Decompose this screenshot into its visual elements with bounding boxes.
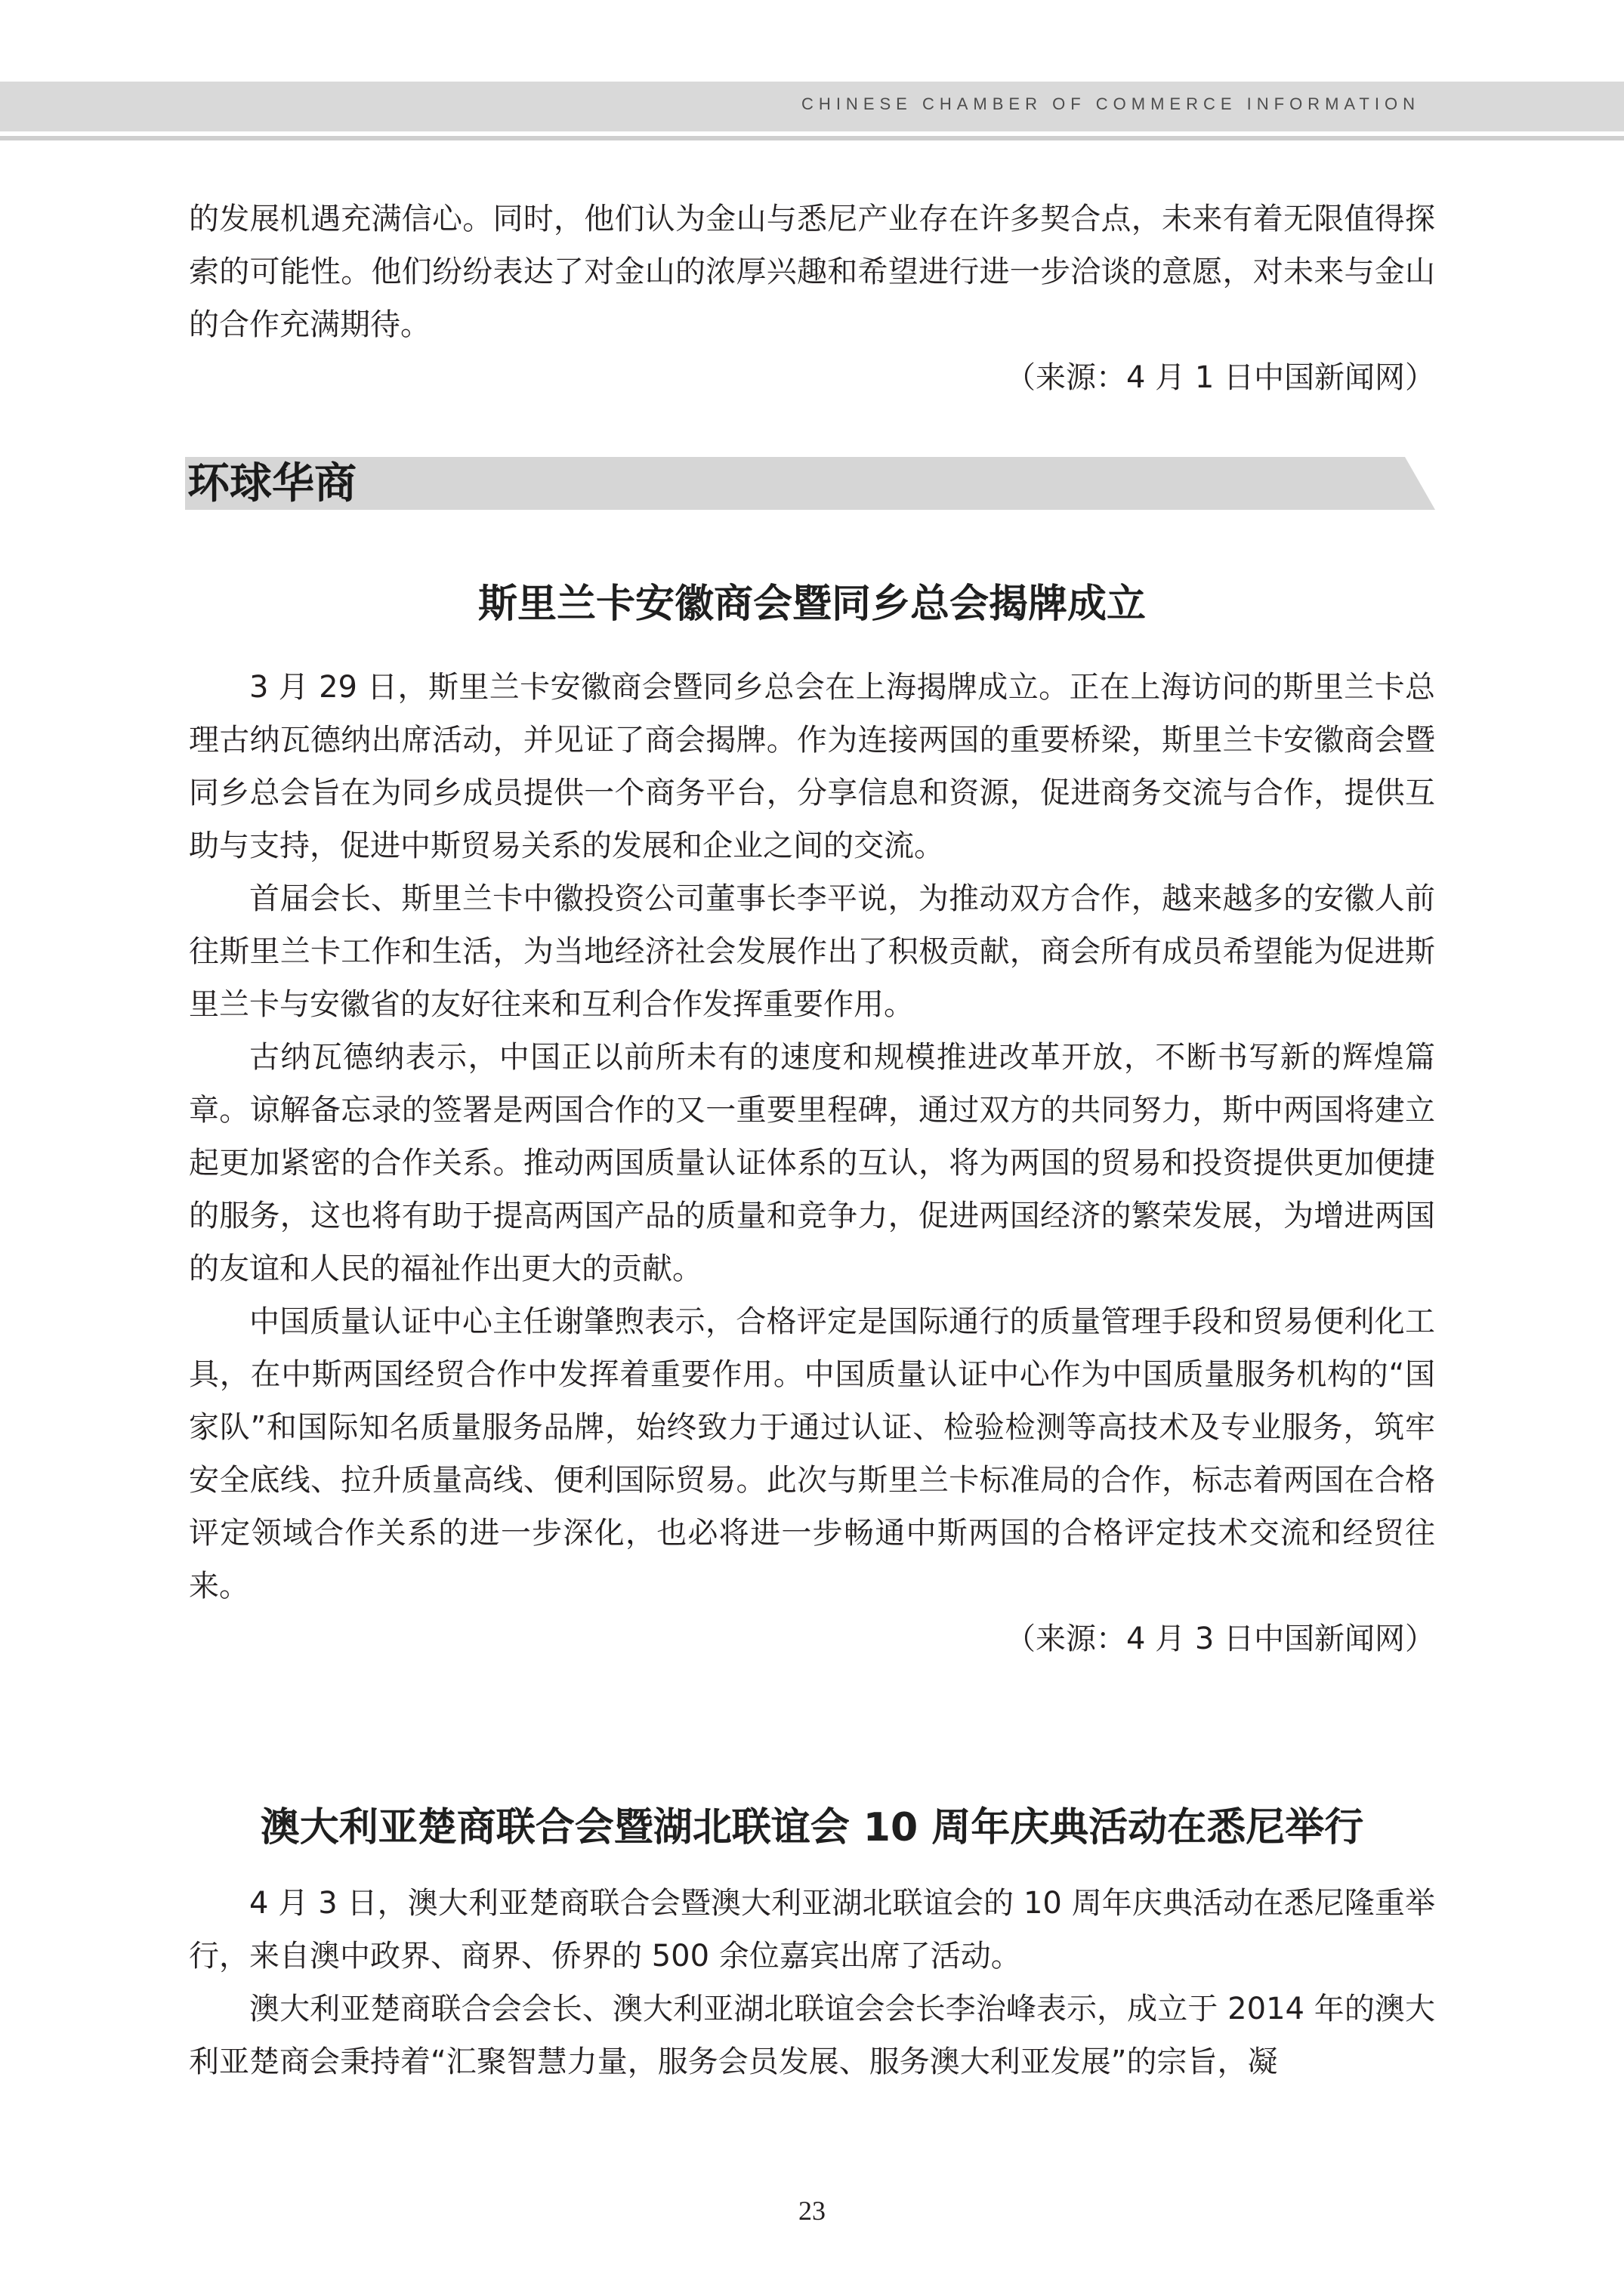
running-header: CHINESE CHAMBER OF COMMERCE INFORMATION (801, 94, 1420, 113)
body-paragraph: 首届会长、斯里兰卡中徽投资公司董事长李平说，为推动双方合作，越来越多的安徽人前往斯里兰卡工作和生活，为当地经济社会发展作出了积极贡献，商会所有成员希望能为促进斯里兰卡与安徽省的友好往来和互利合作发挥重要作用。 (189, 881, 1435, 1022)
article-title: 澳大利亚楚商联合会暨湖北联谊会 10 周年庆典活动在悉尼举行 (260, 1805, 1364, 1850)
article-body (189, 661, 1435, 1665)
section-title: 环球华商 (187, 458, 357, 508)
header-divider (0, 136, 1624, 140)
article-title: 斯里兰卡安徽商会暨同乡总会揭牌成立 (477, 582, 1146, 627)
previous-article-continuation (189, 193, 1435, 404)
body-paragraph: 澳大利亚楚商联合会会长、澳大利亚湖北联谊会会长李治峰表示，成立于 2014 年的澳大利亚楚商会秉持着“汇聚智慧力量，服务会员发展、服务澳大利亚发展”的宗旨，凝 (189, 1992, 1435, 2079)
section-banner (185, 457, 1435, 510)
body-paragraph: 的发展机遇充满信心。同时，他们认为金山与悉尼产业存在许多契合点，未来有着无限值得探索的可能性。他们纷纷表达了对金山的浓厚兴趣和希望进行进一步洽谈的意愿，对未来与金山的合作充满期待。 (189, 202, 1435, 342)
body-paragraph: 古纳瓦德纳表示，中国正以前所未有的速度和规模推进改革开放，不断书写新的辉煌篇章。谅解备忘录的签署是两国合作的又一重要里程碑，通过双方的共同努力，斯中两国将建立起更加紧密的合作关系。推动两国质量认证体系的互认，将为两国的贸易和投资提供更加便捷的服务，这也将有助于提高两国产品的质量和竞争力，促进两国经济的繁荣发展，为增进两国的友谊和人民的福祉作出更大的贡献。 (189, 1040, 1435, 1286)
article-body (189, 1877, 1435, 2088)
source-citation: （来源：4 月 3 日中国新闻网） (1005, 1622, 1435, 1656)
body-paragraph: 4 月 3 日，澳大利亚楚商联合会暨澳大利亚湖北联谊会的 10 周年庆典活动在悉尼隆重举行，来自澳中政界、商界、侨界的 500 余位嘉宾出席了活动。 (189, 1886, 1435, 1974)
body-paragraph: 3 月 29 日，斯里兰卡安徽商会暨同乡总会在上海揭牌成立。正在上海访问的斯里兰卡总理古纳瓦德纳出席活动，并见证了商会揭牌。作为连接两国的重要桥梁，斯里兰卡安徽商会暨同乡总会旨在为同乡成员提供一个商务平台，分享信息和资源，促进商务交流与合作，提供互助与支持，促进中斯贸易关系的发展和企业之间的交流。 (189, 670, 1435, 863)
page-number: 23 (798, 2196, 826, 2226)
body-paragraph: 中国质量认证中心主任谢肇煦表示，合格评定是国际通行的质量管理手段和贸易便利化工具，在中斯两国经贸合作中发挥着重要作用。中国质量认证中心作为中国质量服务机构的“国家队”和国际知名质量服务品牌，始终致力于通过认证、检验检测等高技术及专业服务，筑牢安全底线、拉升质量高线、便利国际贸易。此次与斯里兰卡标准局的合作，标志着两国在合格评定领域合作关系的进一步深化，也必将进一步畅通中斯两国的合格评定技术交流和经贸往来。 (189, 1304, 1435, 1603)
source-citation: （来源：4 月 1 日中国新闻网） (1005, 360, 1435, 395)
